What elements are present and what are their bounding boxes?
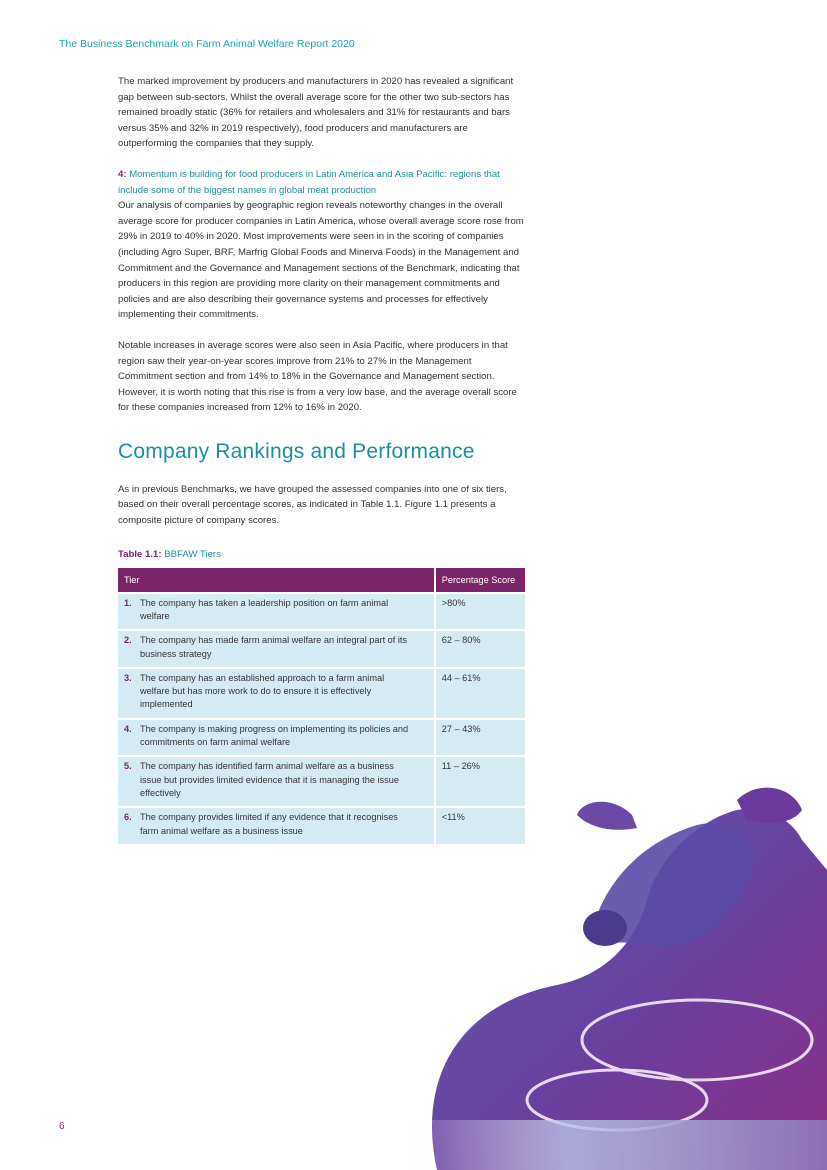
table-caption-label: Table 1.1:: [118, 548, 162, 560]
tier-description: The company is making progress on implementing its policies and commitments on farm animal welfare: [140, 723, 409, 748]
tier-number: 3.: [124, 672, 132, 683]
tier-description: The company has identified farm animal welfare as a business issue but provides limited evidence that it is managing the issue effectively: [140, 761, 399, 798]
section-intro: As in previous Benchmarks, we have grouped the assessed companies into one of six tiers, based on their overall percentage scores, as indicated in Table 1.1. Figure 1.1 presents a composite picture of company scores.: [118, 483, 507, 527]
tier-score: 11 – 26%: [434, 757, 525, 806]
section-title: Company Rankings and Performance: [118, 439, 475, 463]
table-row: [118, 669, 525, 718]
cow-body: [432, 809, 827, 1170]
tier-score: <11%: [434, 808, 525, 844]
intro-paragraph: The marked improvement by producers and manufacturers in 2020 has revealed a significant gap between sub-sectors. Whilst the overall average score for the other two sub-sectors has remained broadly static (36% for retailers and wholesalers and 31% for restaurants and bars versus 35% and 32% in 2019 respectively), food producers and manufacturers are outperforming the companies that they supply.: [118, 76, 514, 150]
table-row: [118, 631, 525, 667]
tier-number: 1.: [124, 597, 132, 608]
tier-description: The company has made farm animal welfare an integral part of its business strategy: [140, 635, 408, 659]
asia-pacific-paragraph: Notable increases in average scores were also seen in Asia Pacific, where producers in that region saw their year-on-year scores improve from 21% to 27% in the Management Commitment section and from 14% to 18% in the Governance and Management section. However, it is worth noting that this rise is from a very low base, and the average overall score for these companies increased from 12% to 16% in 2020.: [118, 339, 517, 414]
tier-description: The company has taken a leadership position on farm animal welfare: [140, 597, 389, 621]
tier-description: The company has an established approach to a farm animal welfare but has more work to do to ensure it is effectively implemented: [140, 672, 385, 710]
tier-column-header: Tier: [118, 568, 434, 592]
main-content: [118, 74, 528, 846]
tier-score: 62 – 80%: [434, 631, 525, 667]
cow-ear-left: [577, 802, 637, 830]
tier-score: 27 – 43%: [434, 720, 525, 756]
tier-score: >80%: [434, 594, 525, 630]
table-row: [118, 720, 525, 756]
callout-text: Momentum is building for food producers in Latin America and Asia Pacific: regions that include some of the biggest names in global meat production: [118, 168, 500, 196]
page-number: 6: [59, 1121, 65, 1132]
table-caption: [118, 549, 528, 560]
cow-illustration: [397, 780, 827, 1170]
table-header-row: [118, 568, 525, 592]
latin-america-paragraph: Our analysis of companies by geographic region reveals noteworthy changes in the overall average score for producer companies in Latin America, whose overall average score rose from 29% in 2019 to 40% in 2020. Most improvements were seen in in the scoring of companies (including Agro Super, BRF, Marfrig Global Foods and Minerva Foods) in the Management and Commitment and the Governance and Management sections of the Benchmark, indicating that producers in this region are providing more clarity on their management commitments and policies and are also describing their governance systems and processes for effectively implementing their commitments.: [118, 200, 524, 321]
tier-description: The company provides limited if any evidence that it recognises farm animal welfare as a business issue: [140, 812, 398, 836]
cow-ear: [737, 788, 802, 823]
tier-number: 5.: [124, 761, 132, 772]
tier-score: 44 – 61%: [434, 669, 525, 718]
tier-number: 6.: [124, 812, 132, 823]
running-header: The Business Benchmark on Farm Animal Welfare Report 2020: [59, 38, 355, 50]
grass: [397, 1120, 827, 1170]
callout-heading: [118, 167, 528, 198]
callout-number: 4:: [118, 168, 127, 180]
tier-number: 4.: [124, 723, 132, 734]
tier-number: 2.: [124, 635, 132, 646]
cow-nose: [583, 910, 627, 946]
table-caption-title: BBFAW Tiers: [164, 548, 221, 560]
table-row: [118, 594, 525, 630]
score-column-header: Percentage Score: [434, 568, 525, 592]
